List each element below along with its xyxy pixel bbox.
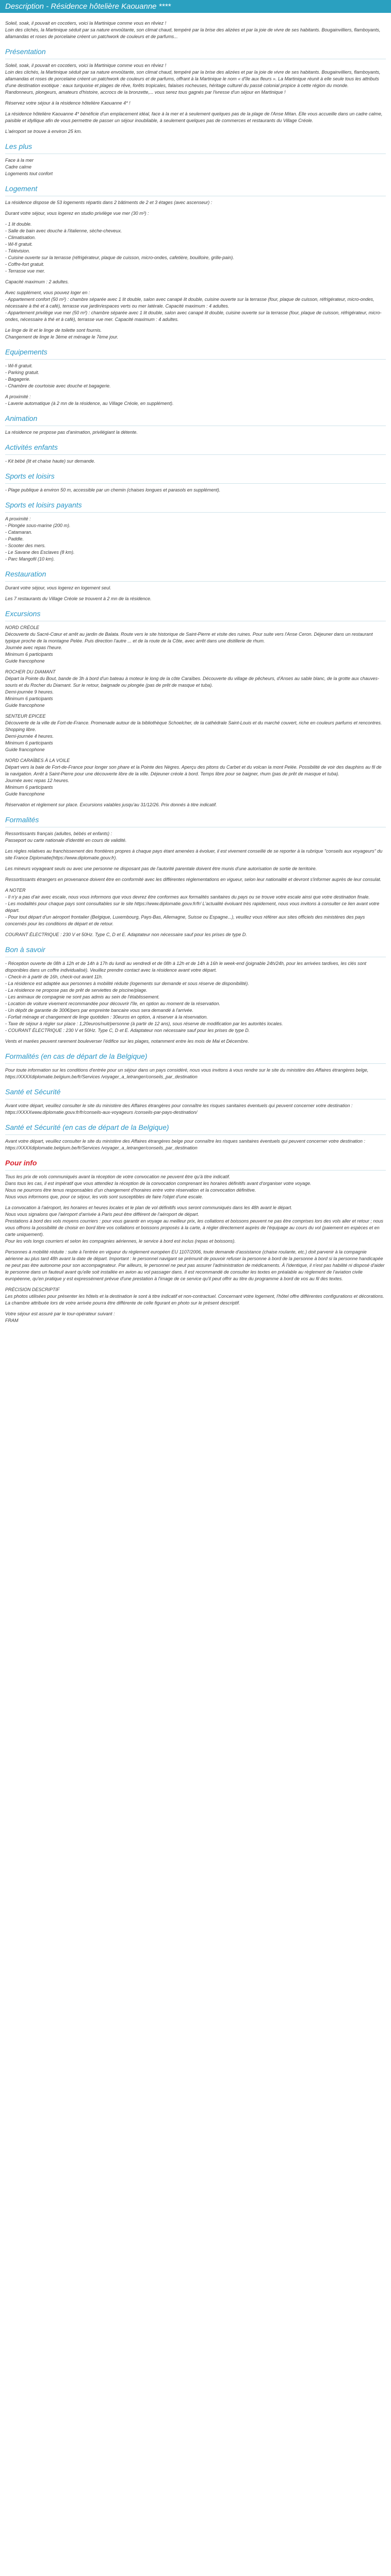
section-heading: Sports et loisirs <box>5 472 55 480</box>
paragraph: L'aéroport se trouve à environ 25 km. <box>5 129 82 134</box>
paragraph: - 1 lit double. - Salle de bain avec douche à l'italienne, sèche-cheveux. - Climatisation. - Wi-fi gratuit. - Télévision. - Cuisine ouverte sur la terrasse (réfrigérateur, plaque de cuisson, micro-ondes, cafetière, bouilloire, grille-pain). - Coffre-fort gratuit. - Terrasse vue mer. <box>5 222 234 274</box>
section-heading: Santé et Sécurité (en cas de départ de la Belgique) <box>5 1123 169 1131</box>
section-divider <box>5 1134 386 1135</box>
section-formalites-belgique <box>5 1052 386 1080</box>
section-equipements <box>5 348 386 407</box>
paragraph: - Réception ouverte de 08h à 12h et de 14h à 17h du lundi au vendredi et de 08h à 12h et de 14h à 16h le week-end (joignable 24h/24h, pour les arrivées tardives, les clés sont disponibles dans un coffre individualisé). Veuillez prendre contact avec la résidence avant votre départ. - Check-in à partir de 16h, check-out avant 11h. - La résidence est adaptée aux personnes à mobilité réduite (logements sur demande et sous réserve de disponibilité). - La résidence ne propose pas de prêt de serviettes de piscine/plage. - Les animaux de compagnie ne sont pas admis au sein de l'établissement. - Location de voiture vivement recommandée pour découvrir l'île, en option au moment de la réservation. - Un dépôt de garantie de 300€/pers par empreinte bancaire vous sera demandé à l'arrivée. - Forfait ménage et changement de linge quotidien : 30euros en option, à réserver à la réservation. - Taxe de séjour à régler sur place : 1,20euros/nuit/personne (à partir de 12 ans), sous réserve de modification par les autorités locales. - COURANT ÉLECTRIQUE : 230 V et 50Hz. Type C, D et E. Adaptateur non nécessaire sauf pour les prises de type D. <box>5 961 366 1033</box>
section-sante <box>5 1088 386 1116</box>
paragraph: NORD CARAÏBES À LA VOILE Départ vers la baie de Fort-de-France pour longer son phare et la Pointe des Nègres. Aperçu des pitons du Carbet et du volcan la mont Pelée. Possibilité de voir des dauphins au fil de la navigation. Arrêt à Saint-Pierre pour une découverte libre de la ville. Déjeuner créole à bord. Temps libre pour se baigner, rhum (pas de prêt de masque et tuba). Journée avec repas 12 heures. Minimum 6 participants Guide francophone <box>5 758 382 796</box>
paragraph: Durant votre séjour, vous logerez en studio privilège vue mer (30 m²) : <box>5 211 149 216</box>
paragraph: Votre séjour est assuré par le tour-opérateur suivant : FRAM <box>5 1311 115 1323</box>
paragraph: Le linge de lit et le linge de toilette sont fournis. Changement de linge le 3ème et ménage le 7ème jour. <box>5 328 119 340</box>
section-sports-payants <box>5 501 386 563</box>
section-heading: Excursions <box>5 609 41 618</box>
paragraph: Ressortissants étrangers en provenance doivent être en conformité avec les différentes réglementations en vigueur, selon leur nationalité et devront s'informer auprès de leur consulat. <box>5 877 382 882</box>
paragraph: Capacité maximum : 2 adultes. <box>5 279 69 284</box>
section-plus <box>5 142 386 177</box>
paragraph: La convocation à l'aéroport, les horaires et heures locales et le plan de vol définitifs vous seront communiqués dans les 48h avant le départ. Nous vous signalons que l'aéroport d'arrivée à Paris peut être différent de l'aéroport de départ. Prestations à bord des vols moyens courriers : pour vous garantir en voyage au meilleur prix, les collations et boissons peuvent ne pas être comprises lors des vols aller et retour ; nous vous offrons la possibilité de choisir en bord libre vos collations et boissons proposés à la carte, à régler directement auprès de l'équipage au cours du vol (paiement en espèces et en carte uniquement). Pour les vols longs courriers et selon les compagnies aériennes, le service à bord est inclus (repas et boissons). <box>5 1205 383 1244</box>
section-pour-info <box>5 1159 386 1324</box>
paragraph: Tous les prix de vols communiqués avant la réception de votre convocation ne peuvent être qu'à titre indicatif. Dans tous les cas, il est impératif que vous attendiez la réception de la convocation comprenant les horaires définitifs avant d'organiser votre voyage. Nous ne pourrons être tenus responsables d'un changement d'horaires entre votre réservation et la convocation définitive. Nous vous informons que, pour ce séjour, les vols sont susceptibles de faire l'objet d'une escale. <box>5 1174 312 1199</box>
paragraph: Réservez votre séjour à la résidence hôtelière Kaouanne 4* ! <box>5 100 131 106</box>
section-logement <box>5 184 386 341</box>
paragraph: Avec supplément, vous pouvez loger en : - Appartement confort (50 m²) : chambre séparée avec 1 lit double, salon avec canapé lit double, cuisine ouverte sur la terrasse (four, plaque de cuisson, réfrigérateur, micro-ondes, nécessaire à thé et à café), terrasse vue jardin/espaces verts ou mer latérale. Capacité maximum : 4 adultes. - Appartement privilège vue mer (50 m²) : chambre séparée avec 1 lit double, salon avec canapé lit double, cuisine ouverte sur la terrasse (four, plaque de cuisson, réfrigérateur, micro-ondes, nécessaire à thé et à café), terrasse vue mer. Capacité maximum : 4 adultes. <box>5 290 382 322</box>
section-bon-savoir <box>5 945 386 1045</box>
paragraph: La résidence hôtelière Kaouanne 4* bénéficie d'un emplacement idéal, face à la mer et à seulement quelques pas de la plage de l'Anse Mitan. Elle vous accueille dans un cadre calme, paisible et idyllique afin de vous permettre de passer un séjour inoubliable, à seulement quelques pas de commerces et restaurants du Village Créole. <box>5 111 383 123</box>
paragraph: Durant votre séjour, vous logerez en logement seul. <box>5 585 111 590</box>
paragraph: La résidence dispose de 53 logements répartis dans 2 bâtiments de 2 et 3 étages (avec ascenseur) : <box>5 200 213 205</box>
section-heading: Restauration <box>5 570 46 578</box>
paragraph: Personnes à mobilité réduite : suite à l'entrée en vigueur du règlement européen EU 1107/2006, toute demande d'assistance (chaise roulante, etc.) doit parvenir à la compagnie aérienne au plus tard 48h avant la date de départ. Important : le personnel navigant se prémunit de pouvoir refuser la personne à bord de la personne à bord si la personne handicapée ne peut pas être autonome pour son accompagnateur. Par ailleurs, le personnel ne peut pas assurer l'administration de médicaments. À l'identique, il n'est pas habilité ni disposé d'aider le personne dans un fauteuil avant qu'elle soit installée en avion au vol passager dans. Il est recommandé de consulter les textes en préalable au règlement de l'aviation civile européenne, qu'en pratique y est expressément prévue d'une prestation à l'image de ce service qu'il peut offrir au titre du programme à bord de vos au fil des textes. <box>5 1249 385 1281</box>
paragraph: Soleil, soak, il pouvait en cocotiers, voici la Martinique comme vous en rêviez ! Loin des clichés, la Martinique séduit par sa nature envoûtante, son climat chaud, tempéré par la brise des alizées et par la joie de vivre de ses habitants. Bougainvilliers, flamboyants, allamandas et roses de porcelaine créent un patchwork de couleurs et de parfums... <box>5 21 381 39</box>
section-heading: Pour info <box>5 1159 37 1167</box>
section-heading: Bon à savoir <box>5 945 45 954</box>
section-divider <box>5 1170 386 1171</box>
paragraph: Réservation et règlement sur place. Excursions valables jusqu'au 31/12/26. Prix donnés à titre indicatif. <box>5 802 217 807</box>
paragraph: Les mineurs voyageant seuls ou avec une personne ne disposant pas de l'autorité parentale doivent être munis d'une autorisation de sortie de territoire. <box>5 866 317 871</box>
section-activites <box>5 443 386 465</box>
paragraph: Les 7 restaurants du Village Créole se trouvent à 2 mn de la résidence. <box>5 596 152 601</box>
paragraph: Pour toute information sur les conditions d'entrée pour un séjour dans un pays considéré, nous vous invitons à vous rendre sur le site du ministère des Affaires étrangères belge, https://XXXXdiplomatie.belgium.be/fr/Services /voyager_a_letranger/conseils_par_destination <box>5 1067 369 1079</box>
section-animation <box>5 414 386 436</box>
section-heading: Formalités (en cas de départ de la Belgique) <box>5 1052 148 1060</box>
section-sante-belgique <box>5 1123 386 1151</box>
paragraph: ROCHER DU DIAMANT Départ la Pointe du Bout, bande de 3h à bord d'un bateau à moteur le long de la côte Caraïbes. Découverte du village de pêcheurs, d'Anses au sable blanc, de la grotte aux chauves-souris et du Rocher du Diamant. Sur le retour, baignade ou plongée (pas de prêt de masque et tuba). Demi-journée 9 heures. Minimum 6 participants Guide francophone <box>5 669 379 708</box>
section-sports-gratuits <box>5 472 386 494</box>
section-heading: Equipements <box>5 348 47 356</box>
section-description <box>5 20 386 40</box>
section-heading: Animation <box>5 414 38 422</box>
section-divider <box>5 454 386 455</box>
section-formalites <box>5 816 386 938</box>
paragraph: - Kit bébé (lit et chaise haute) sur demande. <box>5 459 95 464</box>
paragraph: Ressortissants français (adultes, bébés et enfants) : Passeport ou carte nationale d'identité en cours de validité. <box>5 831 127 843</box>
section-divider <box>5 359 386 360</box>
section-divider <box>5 1063 386 1064</box>
section-presentation <box>5 47 386 135</box>
section-heading: Formalités <box>5 816 39 824</box>
paragraph: PRÉCISION DESCRIPTIF Les photos utilisées pour présenter les hôtels et la destination le sont à titre indicatif et non-contractuel. Concernant votre logement, l'hôtel offre différentes configurations et décorations. La chambre attribuée lors de votre arrivée pourra être différente de celle figurant en photo sur le présent descriptif. <box>5 1287 384 1306</box>
paragraph: La résidence ne propose pas d'animation, privilégiant la détente. <box>5 430 138 435</box>
page-title: Description - Résidence hôtelière Kaouanne **** <box>0 0 391 13</box>
paragraph: NORD CRÉOLE Découverte du Sacré-Cœur et arrêt au jardin de Balata. Route vers le site historique de Saint-Pierre et visite des ruines. Pour suite vers l'Anse Ceron. Déjeuner dans un restaurant typique proche de la montagne Pelée. Puis direction l'autre ... et de la route de la Côte, avec arrêt dans une distillerie de rhum. Journée avec repas l'heure. Minimum 6 participants Guide francophone <box>5 625 373 664</box>
paragraph: Avant votre départ, veuillez consulter le site du ministère des Affaires étrangères belge pour connaître les risques sanitaires éventuels qui peuvent concerner votre destination : https://XXXXdiplomatie.belgium.be/fr/Services /voyager_a_letranger/conseils_par_destination <box>5 1139 365 1150</box>
section-heading: Activités enfants <box>5 443 58 451</box>
paragraph: A proximité : - Plongée sous-marine (200 m). - Catamaran. - Paddle. - Scooter des mers. - Le Savane des Esclaves (8 km). - Parc Mangofil (10 km). <box>5 516 75 562</box>
paragraph: COURANT ÉLECTRIQUE : 230 V et 50Hz. Type C, D et E. Adaptateur non nécessaire sauf pour les prises de type D. <box>5 932 247 937</box>
section-divider <box>5 483 386 484</box>
paragraph: Vents et marées peuvent rarement bouleverser l'édifice sur les plages, notamment entre les mois de Mai et Décembre. <box>5 1039 249 1044</box>
content <box>5 20 386 1324</box>
paragraph: - Plage publique à environ 50 m, accessible par un chemin (chaises longues et parasols en supplément). <box>5 487 221 493</box>
section-heading: Sports et loisirs payants <box>5 501 82 509</box>
paragraph: Avant votre départ, veuillez consulter le site du ministère des Affaires étrangères pour connaître les risques sanitaires éventuels qui peuvent concerner votre destination : https://XXXXwww.diplomatie.gouv.fr/fr/conseils-aux-voyageurs /conseils-par-pays-destination/ <box>5 1103 353 1115</box>
paragraph: A proximité : - Laverie automatique (à 2 mn de la résidence, au Village Créole, en supplément). <box>5 394 174 406</box>
paragraph: - Wi-fi gratuit. - Parking gratuit. - Bagagerie. - Chambre de courtoisie avec douche et bagagerie. <box>5 363 111 388</box>
paragraph: Face à la mer Cadre calme Logements tout confort <box>5 158 53 176</box>
section-heading: Les plus <box>5 142 32 150</box>
section-divider <box>5 581 386 582</box>
section-restauration <box>5 570 386 602</box>
paragraph: Les règles relatives au franchissement des frontières propres à chaque pays étant amenées à évoluer, il est vivement conseillé de se reporter à la rubrique "conseils aux voyageurs" du site France Diplomatie(https://www.diplomatie.gouv.fr). <box>5 849 383 860</box>
section-divider <box>5 512 386 513</box>
paragraph: A NOTER - Il n'y a pas d'air avec escale, nous vous informons que vous devrez être conformes aux formalités sanitaires du pays ou se trouve votre escale ainsi que votre destination finale. - Les modalités pour chaque pays sont consultables sur le site https://www.diplomatie.gouv.fr/fr/ L'actualité évoluant très rapidement, nous vous invitons à consulter ce lien avant votre départ. - Pour tout départ d'un aéroport frontalier (Belgique, Luxembourg, Pays-Bas, Allemagne, Suisse ou Espagne...), veuillez vous référer aux sites officiels des ministères des pays concernés pour les conditions de départ et de retour. <box>5 888 380 926</box>
section-heading: Santé et Sécurité <box>5 1088 61 1096</box>
section-heading: Présentation <box>5 47 46 56</box>
section-heading: Logement <box>5 184 38 193</box>
paragraph: Soleil, soak, il pouvait en cocotiers, voici la Martinique comme vous en rêviez ! Loin des clichés, la Martinique séduit par sa nature envoûtante, son climat chaud, tempéré par la brise des alizées et par la joie de vivre de ses habitants. Bougainvilliers, flamboyants, allamandas et roses de porcelaine créent un patchwork de couleurs et de parfums, offrant à la Martinique le nom « d'île aux fleurs ». La Martinique réunit à elle seule tous les attributs d'une destination exotique : eaux turquoise et plages de rêve, forêts tropicales, falaises rocheuses, héritage culturel du passé colonial propice à cette région du monde. Randonneurs, plongeurs, amateurs d'histoire, accrocs de la bronzette,... vous serez tous gagnés par l'ivresse d'un séjour en Martinique ! <box>5 63 381 95</box>
section-excursions <box>5 609 386 808</box>
paragraph: SENTEUR EPICEE Découverte de la ville de Fort-de-France. Promenade autour de la bibliothèque Schoelcher, de la cathédrale Saint-Louis et du marché couvert, riche en couleurs parfums et rencontres. Shopping libre. Demi-journée 4 heures. Minimum 6 participants Guide francophone <box>5 714 382 752</box>
